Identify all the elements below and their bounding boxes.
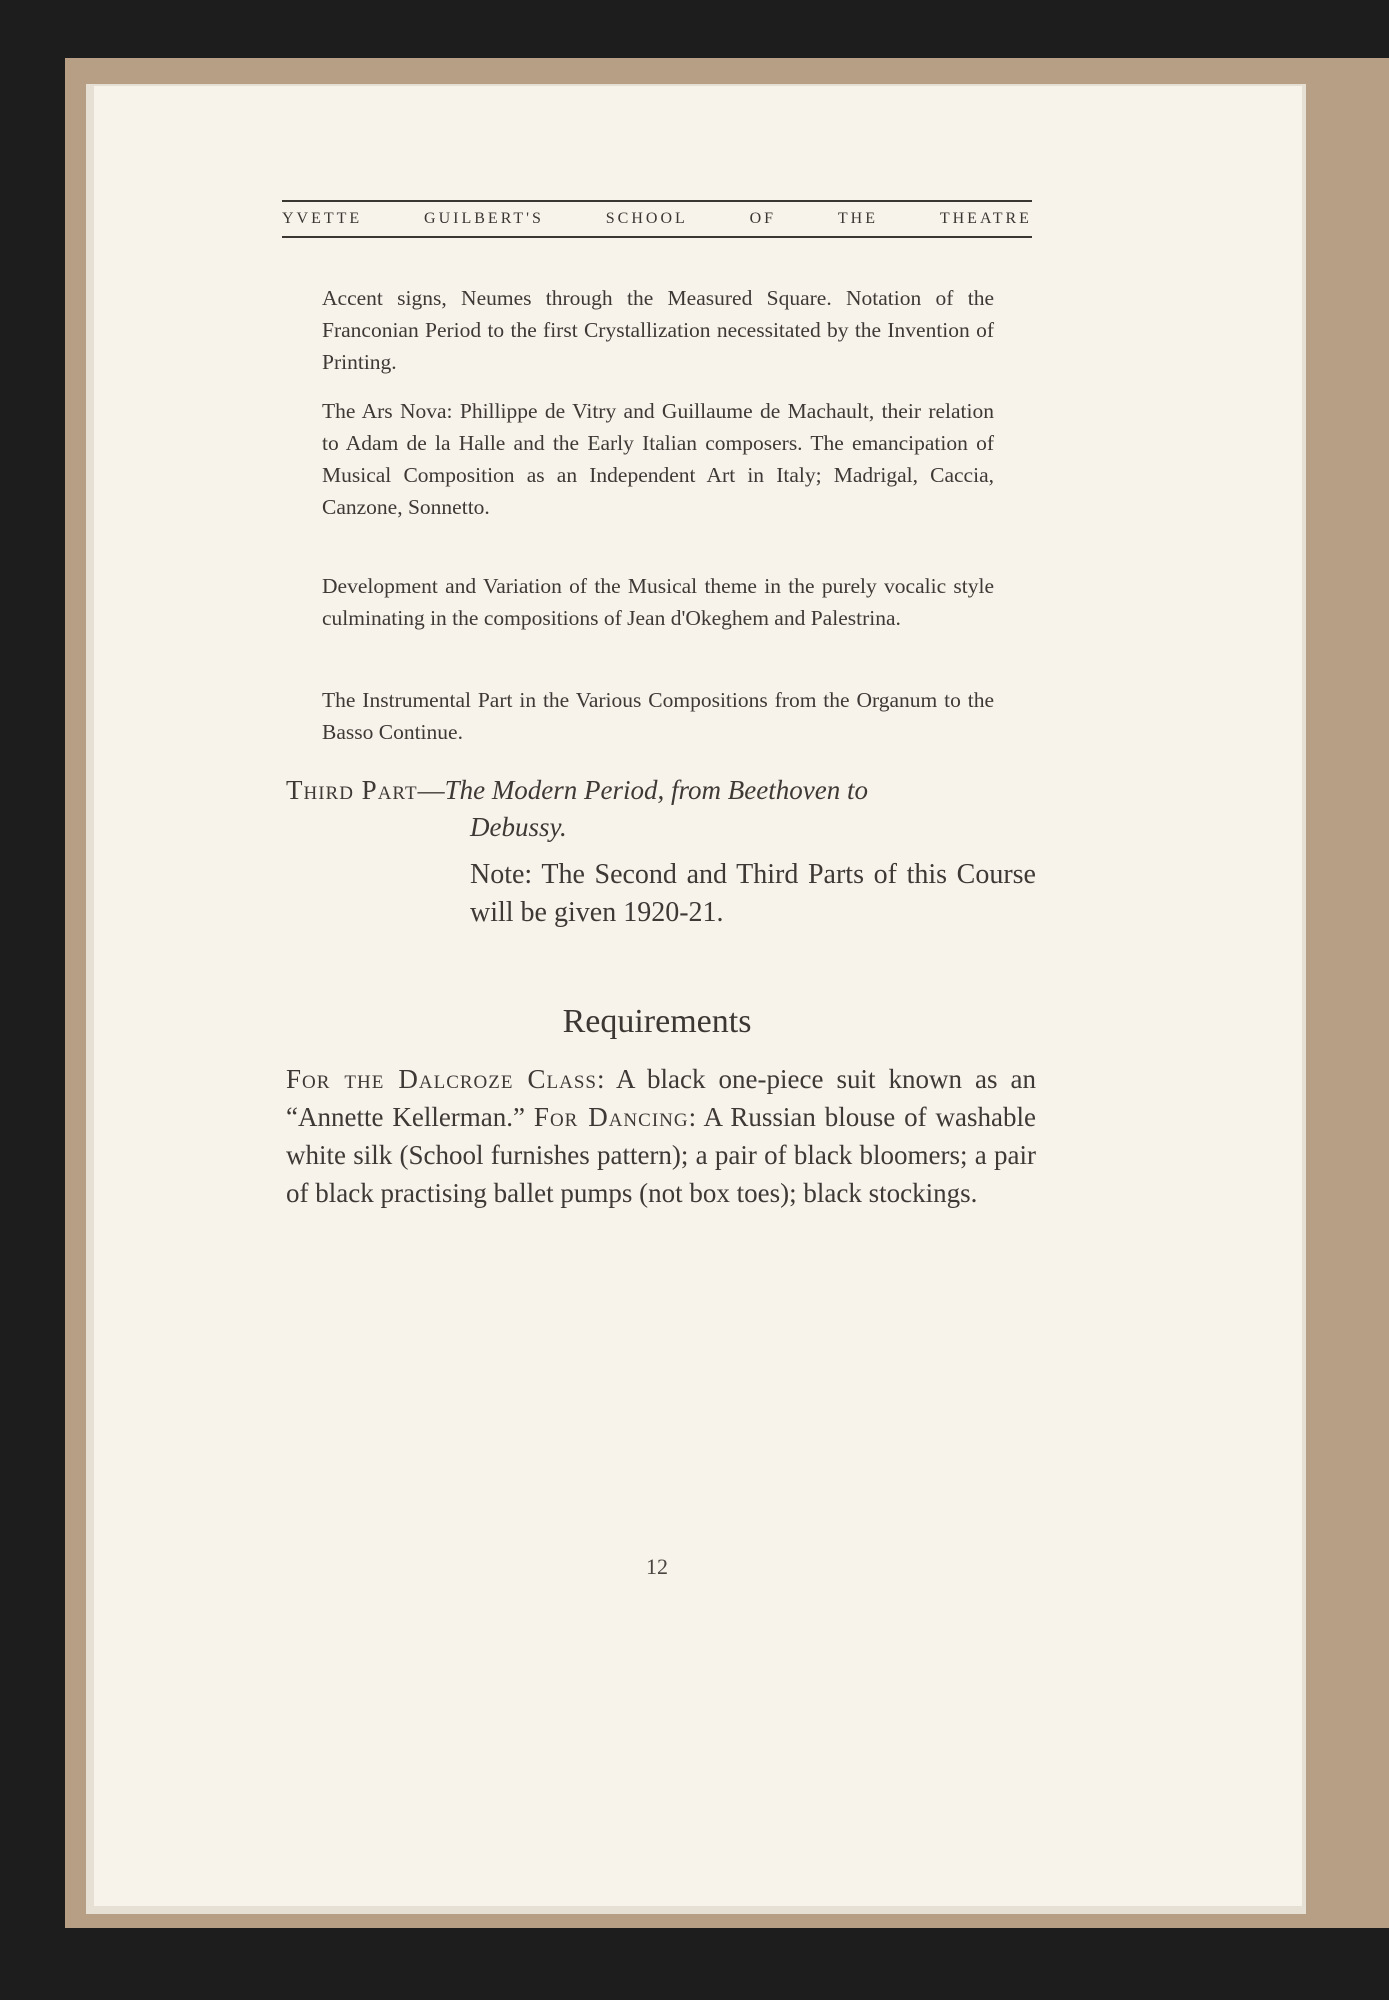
third-part-label: Third Part bbox=[286, 775, 418, 805]
running-head-word: GUILBERT'S bbox=[424, 210, 544, 227]
dancing-text: : A Russian blouse of washable white silk (School furnishes pattern); a pair of black bloomers; a pair of black practising ballet pumps (not box toes); black stockings. bbox=[286, 1102, 1037, 1208]
paragraph-ars-nova: The Ars Nova: Phillippe de Vitry and Guillaume de Machault, their relation to Adam de la Halle and the Early Italian composers. The emancipation of Musical Composition as an Independent Art in Italy; Madrigal, Caccia, Canzone, Sonnetto. bbox=[322, 399, 994, 519]
third-part-title: The Modern Period, from Beethoven to bbox=[444, 775, 868, 805]
dalcroze-text: : A black one-piece suit known as an “Annette Kellerman.” bbox=[286, 1064, 1037, 1132]
running-head bbox=[282, 200, 1032, 238]
paragraph-instrumental: The Instrumental Part in the Various Compositions from the Organum to the Basso Continue. bbox=[322, 688, 994, 744]
running-head-word: OF bbox=[749, 210, 777, 227]
paragraph-development: Development and Variation of the Musical theme in the purely vocalic style culminating in the compositions of Jean d'Okeghem and Palestrina. bbox=[322, 574, 994, 630]
requirements-heading: Requirements bbox=[562, 1003, 752, 1040]
third-part-heading bbox=[286, 772, 1036, 842]
third-part-title-continued: Debussy. bbox=[470, 812, 567, 842]
page-number: 12 bbox=[646, 1554, 668, 1579]
dalcroze-label: For the Dalcroze Class bbox=[286, 1064, 597, 1094]
running-head-word: SCHOOL bbox=[605, 210, 688, 227]
third-part-dash: — bbox=[417, 775, 445, 805]
course-note: Note: The Second and Third Parts of this Course will be given 1920-21. bbox=[470, 859, 1036, 928]
running-head-word: YVETTE bbox=[282, 210, 363, 227]
requirements-text bbox=[286, 1060, 1036, 1212]
paragraph-notation: Accent signs, Neumes through the Measured Square. Notation of the Franconian Period to the first Crystallization necessitated by the Invention of Printing. bbox=[322, 286, 994, 374]
dancing-label: For Dancing bbox=[533, 1102, 689, 1132]
running-head-word: THE bbox=[837, 210, 879, 227]
running-head-word: THEATRE bbox=[939, 210, 1032, 227]
